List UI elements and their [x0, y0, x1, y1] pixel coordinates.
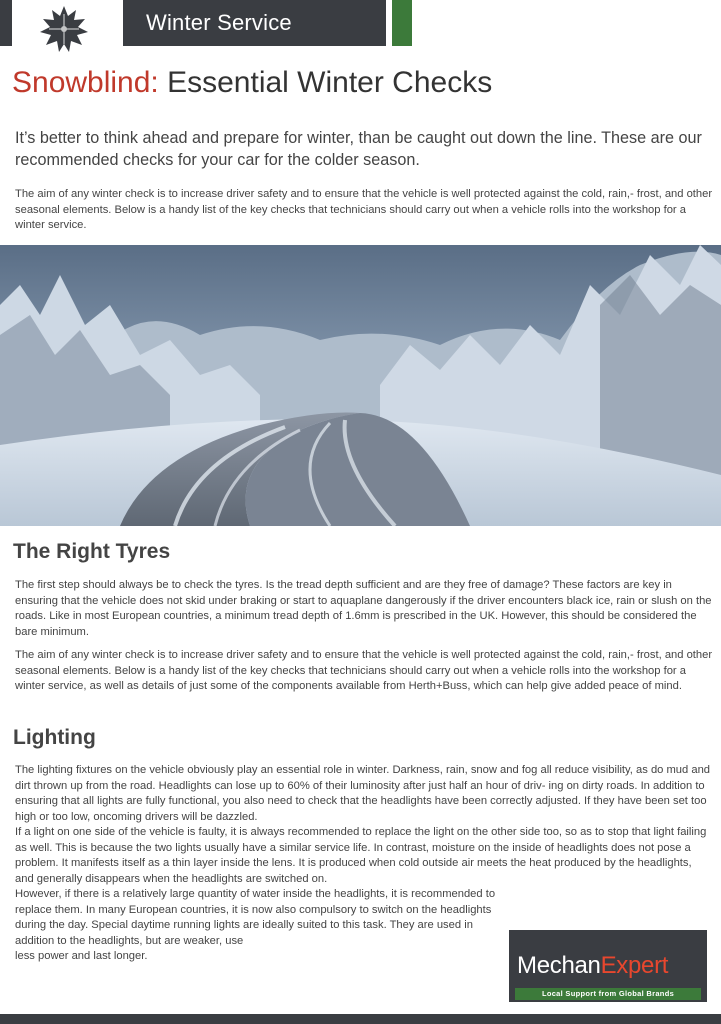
- heading-right-tyres: The Right Tyres: [13, 540, 171, 563]
- page-title-main: Essential Winter Checks: [158, 66, 493, 99]
- lighting-paragraph-2: If a light on one side of the vehicle is faulty, it is always recommended to replace the light on the other side too, so as to stop that light failing as well. This is because the two lights usually have a similar service life. In contrast, moisture on the inside of headlights does not pose a problem. It manifests itself as a thin layer inside the lens. It is produced when cold outside air meets the heat produced by the headlights, and generally disappears when the headlights are switched on.: [15, 826, 707, 885]
- tyres-paragraph-1: The first step should always be to check the tyres. Is the tread depth sufficient and are they free of damage? These factors are key in ensuring that the vehicle does not skid under braking or start to aquaplane dangerously if the driver encounters black ice, rain or slush on the roads. Like in most European countries, a minimum tread depth of 1.6mm is prescribed in the UK. However, this should be considered the bare minimum.: [15, 579, 712, 638]
- header-left-block: [0, 0, 12, 46]
- intro-paragraph: The aim of any winter check is to increase driver safety and to ensure that the vehicle is well protected against the cold, rain,- frost, and other seasonal elements. Below is a handy list of the key checks that technicians should carry out when a vehicle rolls into the workshop for a winter service.: [15, 188, 713, 231]
- snowy-road-photo: [0, 245, 721, 526]
- section-title: Winter Service: [146, 10, 292, 35]
- brand-name-part1: Mechan: [517, 952, 601, 979]
- brand-name-part2: Expert: [600, 952, 669, 979]
- mechanexpert-logo: [509, 930, 707, 1002]
- lighting-paragraph-3b: less power and last longer.: [15, 950, 148, 962]
- lighting-paragraph-1: The lighting fixtures on the vehicle obviously play an essential role in winter. Darkness, rain, snow and fog all reduce visibility, as do mud and dirt thrown up from the road. Headlights can lose up to 60% of their luminosity after just half an hour of driv- ing on dirty roads. In addition to ensuring that all lights are fully functional, you also need to check that the headlights have been correctly adjusted. If they have been set too high or too low, oncoming drivers will be dazzled.: [15, 764, 711, 823]
- lighting-paragraph-3: [15, 887, 505, 965]
- header: [0, 0, 721, 46]
- page-title: [12, 66, 492, 100]
- heading-lighting: Lighting: [13, 726, 96, 749]
- brand-tagline: Local Support from Global Brands: [515, 988, 701, 1000]
- intro-text: It’s better to think ahead and prepare for winter, than be caught out down the line. These are our recommended checks for your car for the colder season.: [15, 129, 702, 169]
- header-green-accent: [392, 0, 412, 46]
- footer-bar: [0, 1014, 721, 1024]
- tyres-paragraph-2: The aim of any winter check is to increase driver safety and to ensure that the vehicle is well protected against the cold, rain,- frost, and other seasonal elements. Below is a handy list of the key checks that technicians should carry out when a vehicle rolls into the workshop for a winter service, as well as details of just some of the components available from Herth+Buss, which can help give added peace of mind.: [15, 649, 713, 692]
- brand-name: [517, 952, 668, 980]
- lighting-paragraph-3a: However, if there is a relatively large quantity of water inside the headlights, it is recommended to replace them. In many European countries, it is now also compulsory to switch on the headlights during the day. Special daytime running lights are ideally suited to this task. They are used in addition to the headlights, but are weaker, use: [15, 888, 496, 947]
- page-title-accent: Snowblind:: [12, 66, 159, 99]
- snowflake-leaf-icon: [38, 4, 90, 54]
